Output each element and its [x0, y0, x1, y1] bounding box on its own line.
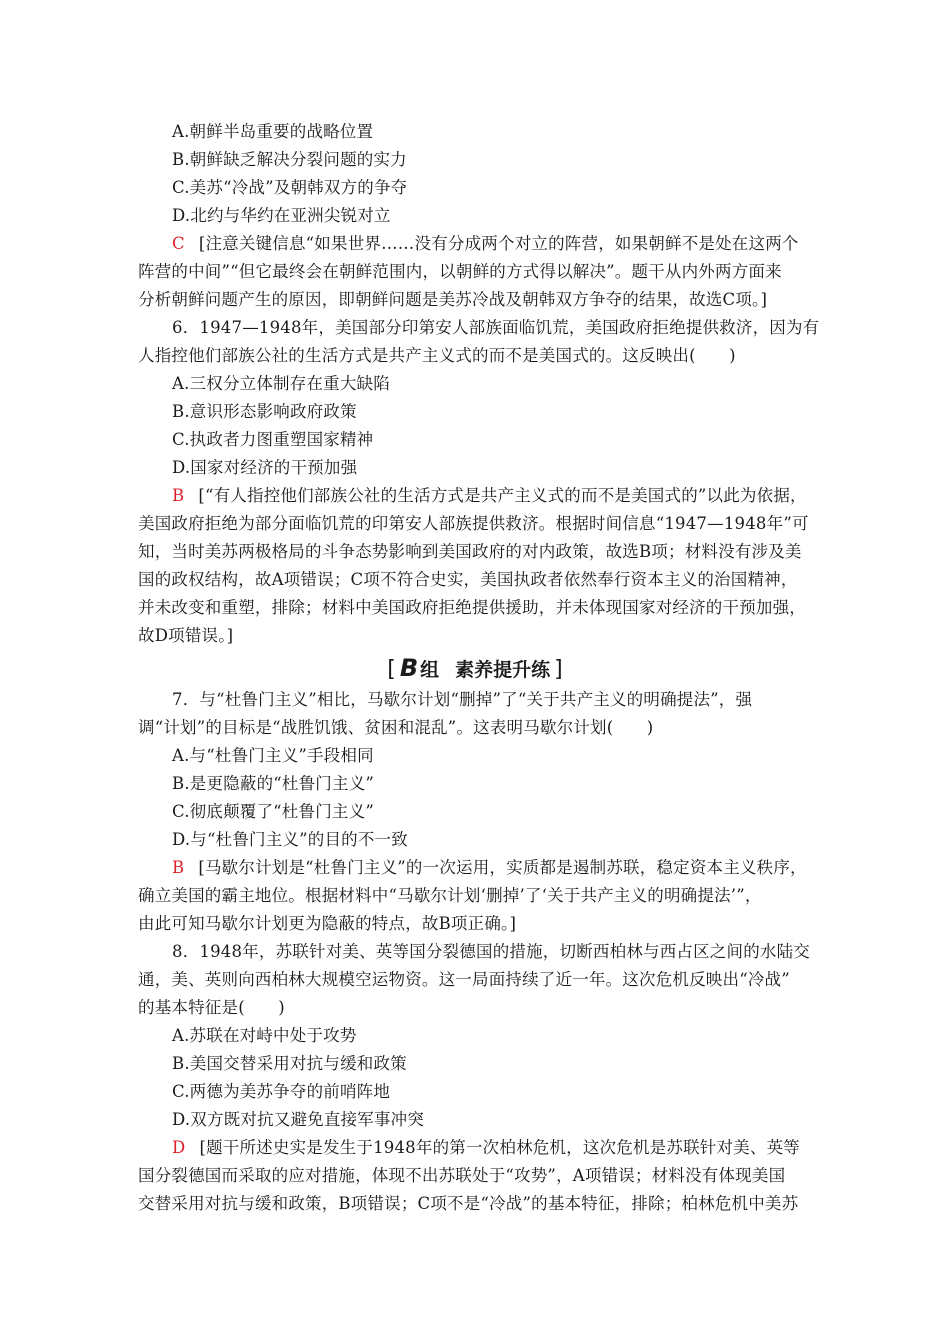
q7-explanation-1: [马歇尔计划是“杜鲁门主义”的一次运用，实质都是遏制苏联，稳定资本主义秩序， — [198, 858, 807, 877]
q6-answer-line-1 — [172, 486, 862, 506]
q8-stem-2: 通，美、英则向西柏林大规模空运物资。这一局面持续了近一年。这次危机反映出“冷战” — [138, 970, 790, 989]
q6-option-d: D.国家对经济的干预加强 — [172, 458, 358, 477]
q5-explanation-3: 分析朝鲜问题产生的原因，即朝鲜问题是美苏冷战及朝韩双方争夺的结果，故选C项。] — [138, 290, 768, 309]
q7-stem-1: 7．与“杜鲁门主义”相比，马歇尔计划“删掉”了“关于共产主义的明确提法”，强 — [172, 690, 753, 709]
section-heading — [0, 656, 950, 682]
q7-option-a: A.与“杜鲁门主义”手段相同 — [172, 746, 374, 765]
q7-answer-letter: B — [172, 858, 185, 877]
q5-option-c: C.美苏“冷战”及朝韩双方的争夺 — [172, 178, 408, 197]
q6-option-b: B.意识形态影响政府政策 — [172, 402, 357, 421]
q6-answer-letter: B — [172, 486, 185, 505]
q8-answer-line-1 — [172, 1138, 862, 1158]
q6-explanation-4: 国的政权结构，故A项错误；C项不符合史实，美国执政者依然奉行资本主义的治国精神， — [138, 570, 798, 589]
q8-answer-letter: D — [172, 1138, 186, 1157]
section-group-mark: B — [399, 654, 419, 682]
q8-explanation-3: 交替采用对抗与缓和政策，B项错误；C项不是“冷战”的基本特征，排除；柏林危机中美苏 — [138, 1194, 799, 1213]
q5-answer-line-1 — [172, 234, 862, 254]
q7-option-d: D.与“杜鲁门主义”的目的不一致 — [172, 830, 408, 849]
q6-explanation-1: [“有人指控他们部族公社的生活方式是共产主义式的而不是美国式的”以此为依据， — [198, 486, 807, 505]
section-close-bracket: ] — [554, 657, 563, 682]
q6-explanation-6: 故D项错误。] — [138, 626, 234, 645]
q6-stem-2: 人指控他们部族公社的生活方式是共产主义式的而不是美国式的。这反映出( ) — [138, 346, 736, 365]
q7-answer-line-1 — [172, 858, 862, 878]
q8-option-c: C.两德为美苏争夺的前哨阵地 — [172, 1082, 391, 1101]
q8-stem-1: 8．1948年，苏联针对美、英等国分裂德国的措施，切断西柏林与西占区之间的水陆交 — [172, 942, 810, 961]
q5-answer-letter: C — [172, 234, 185, 253]
q7-explanation-3: 由此可知马歇尔计划更为隐蔽的特点，故B项正确。] — [138, 914, 517, 933]
q8-explanation-1: [题干所述史实是发生于1948年的第一次柏林危机，这次危机是苏联针对美、英等 — [199, 1138, 800, 1157]
q5-option-a: A.朝鲜半岛重要的战略位置 — [172, 122, 374, 141]
q6-explanation-2: 美国政府拒绝为部分面临饥荒的印第安人部族提供救济。根据时间信息“1947—1948年”可 — [138, 514, 809, 533]
q7-option-b: B.是更隐蔽的“杜鲁门主义” — [172, 774, 375, 793]
q6-explanation-5: 并未改变和重塑，排除；材料中美国政府拒绝提供援助，并未体现国家对经济的干预加强， — [138, 598, 806, 617]
section-group-label: 组 — [420, 659, 440, 681]
q5-explanation-1: [注意关键信息“如果世界……没有分成两个对立的阵营，如果朝鲜不是处在这两个 — [198, 234, 799, 253]
q7-explanation-2: 确立美国的霸主地位。根据材料中“马歇尔计划‘删掉’了‘关于共产主义的明确提法’”， — [138, 886, 762, 905]
q6-option-a: A.三权分立体制存在重大缺陷 — [172, 374, 390, 393]
q5-option-b: B.朝鲜缺乏解决分裂问题的实力 — [172, 150, 407, 169]
q7-stem-2: 调“计划”的目标是“战胜饥饿、贫困和混乱”。这表明马歇尔计划( ) — [138, 718, 654, 737]
q6-stem-1: 6．1947—1948年，美国部分印第安人部族面临饥荒，美国政府拒绝提供救济，因为有 — [172, 318, 820, 337]
q6-explanation-3: 知，当时美苏两极格局的斗争态势影响到美国政府的对内政策，故选B项；材料没有涉及美 — [138, 542, 802, 561]
q8-option-b: B.美国交替采用对抗与缓和政策 — [172, 1054, 407, 1073]
q8-option-d: D.双方既对抗又避免直接军事冲突 — [172, 1110, 425, 1129]
q6-option-c: C.执政者力图重塑国家精神 — [172, 430, 374, 449]
section-open-bracket: [ — [387, 657, 396, 682]
q8-option-a: A.苏联在对峙中处于攻势 — [172, 1026, 357, 1045]
q8-explanation-2: 国分裂德国而采取的应对措施，体现不出苏联处于“攻势”，A项错误；材料没有体现美国 — [138, 1166, 786, 1185]
q5-explanation-2: 阵营的中间”“但它最终会在朝鲜范围内，以朝鲜的方式得以解决”。题干从内外两方面来 — [138, 262, 782, 281]
q8-stem-3: 的基本特征是( ) — [138, 998, 285, 1017]
q7-option-c: C.彻底颠覆了“杜鲁门主义” — [172, 802, 374, 821]
section-title: 素养提升练 — [455, 659, 551, 681]
q5-option-d: D.北约与华约在亚洲尖锐对立 — [172, 206, 391, 225]
